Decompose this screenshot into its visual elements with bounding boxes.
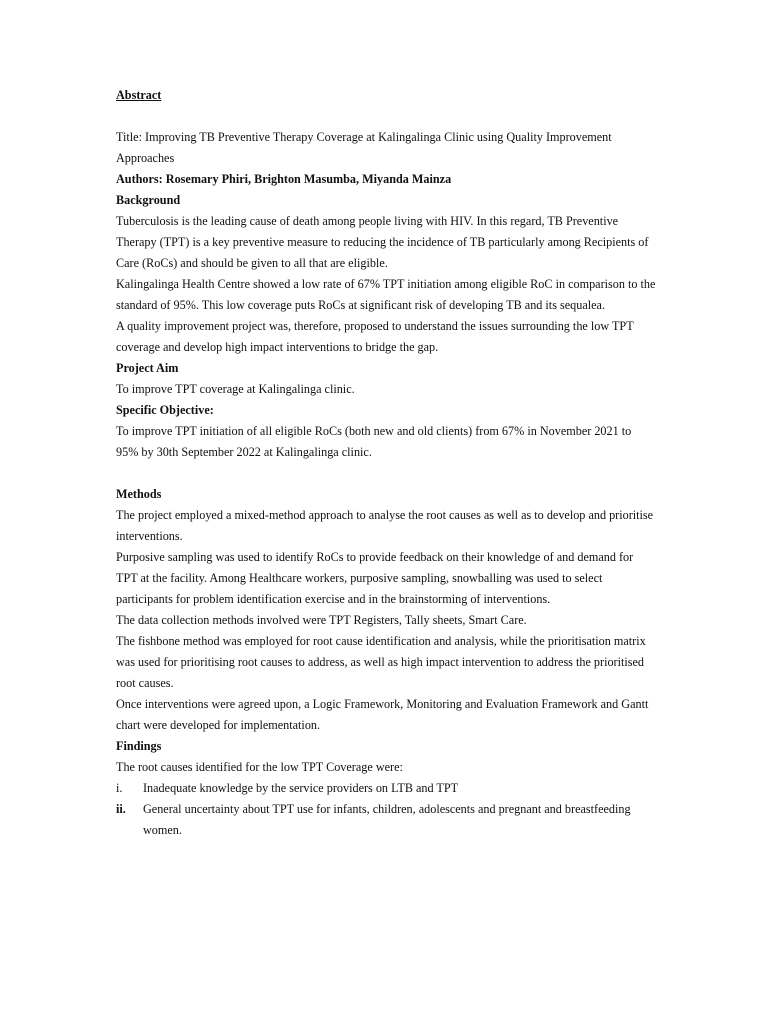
title-line: Title: Improving TB Preventive Therapy Coverage at Kalingalinga Clinic using Quality Improvement Approaches	[116, 130, 612, 165]
spacer	[116, 106, 656, 127]
methods-paragraph: The project employed a mixed-method approach to analyse the root causes as well as to develop and prioritise interventions.	[116, 508, 654, 543]
background-heading: Background	[116, 193, 181, 207]
list-item-text: General uncertainty about TPT use for infants, children, adolescents and pregnant and breastfeeding women.	[143, 802, 631, 837]
specific-objective-text: To improve TPT initiation of all eligible RoCs (both new and old clients) from 67% in November 2021 to 95% by 30th September 2022 at Kalingalinga clinic.	[116, 424, 632, 459]
specific-objective-heading: Specific Objective:	[116, 403, 214, 417]
findings-list-item	[116, 799, 656, 841]
abstract-heading: Abstract	[116, 88, 162, 102]
methods-paragraph: The data collection methods involved were TPT Registers, Tally sheets, Smart Care.	[116, 613, 527, 627]
list-marker: ii.	[116, 802, 126, 816]
methods-paragraph: Once interventions were agreed upon, a Logic Framework, Monitoring and Evaluation Framework and Gantt chart were developed for implementation.	[116, 697, 649, 732]
project-aim-text: To improve TPT coverage at Kalingalinga clinic.	[116, 382, 355, 396]
findings-heading: Findings	[116, 739, 162, 753]
methods-paragraph: The fishbone method was employed for root cause identification and analysis, while the prioritisation matrix was used for prioritising root causes to address, as well as high impact intervention to address the prioritised root causes.	[116, 634, 646, 690]
findings-list-item	[116, 778, 656, 799]
findings-intro: The root causes identified for the low TPT Coverage were:	[116, 760, 403, 774]
project-aim-heading: Project Aim	[116, 361, 179, 375]
list-marker: i.	[116, 781, 123, 795]
spacer	[116, 463, 656, 484]
background-paragraph: A quality improvement project was, therefore, proposed to understand the issues surrounding the low TPT coverage and develop high impact interventions to bridge the gap.	[116, 319, 634, 354]
methods-heading: Methods	[116, 487, 162, 501]
document-page	[116, 85, 656, 841]
background-paragraph: Kalingalinga Health Centre showed a low rate of 67% TPT initiation among eligible RoC in comparison to the standard of 95%. This low coverage puts RoCs at significant risk of developing TB and its sequalea.	[116, 277, 656, 312]
background-paragraph: Tuberculosis is the leading cause of death among people living with HIV. In this regard, TB Preventive Therapy (TPT) is a key preventive measure to reducing the incidence of TB particularly among Recipients of Care (RoCs) and should be given to all that are eligible.	[116, 214, 649, 270]
authors-line: Authors: Rosemary Phiri, Brighton Masumba, Miyanda Mainza	[116, 172, 452, 186]
methods-paragraph: Purposive sampling was used to identify RoCs to provide feedback on their knowledge of and demand for TPT at the facility. Among Healthcare workers, purposive sampling, snowballing was used to select participants for problem identification exercise and in the brainstorming of interventions.	[116, 550, 634, 606]
list-item-text: Inadequate knowledge by the service providers on LTB and TPT	[143, 781, 459, 795]
